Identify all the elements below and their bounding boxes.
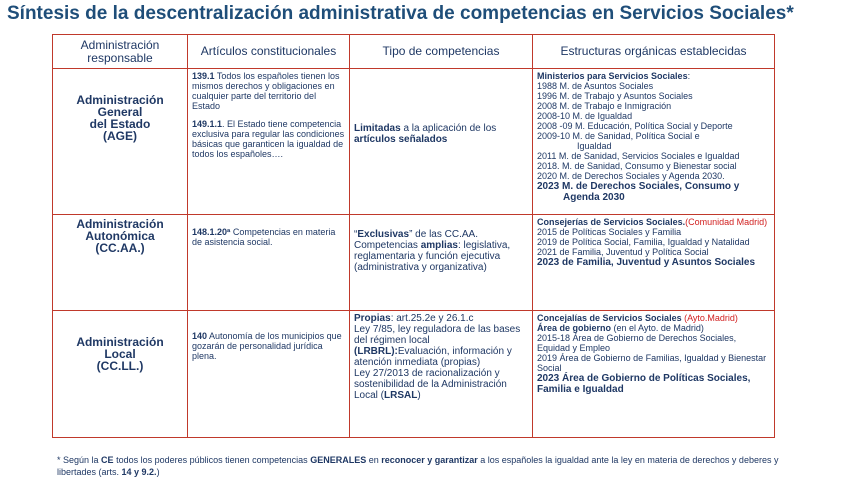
row-ccll xyxy=(53,311,775,438)
page-title: Síntesis de la descentralización administrativa de competencias en Servicios Sociales* xyxy=(7,3,794,24)
row-age xyxy=(53,69,775,215)
tipo-text: ” de las CC.AA. xyxy=(409,229,478,240)
estructura-title: Ministerios para Servicios Sociales xyxy=(537,71,688,81)
list-item: 2019 de Política Social, Familia, Igualdad y Natalidad xyxy=(537,237,750,247)
tipo-bold: (LRBRL): xyxy=(354,346,398,357)
admin-line: (CC.LL.) xyxy=(96,359,144,373)
list-item: 2008-10 M. de Igualdad xyxy=(537,111,633,121)
tipo-bold: LRSAL xyxy=(384,390,418,401)
estructura-sub-bold: Área de gobierno xyxy=(537,323,612,333)
estructura-red-note: (Comunidad Madrid) xyxy=(685,217,768,227)
estructura-sub xyxy=(537,323,770,333)
article-text: Todos los españoles tienen los mismos derechos y obligaciones en cualquier parte del territorio del Estado xyxy=(192,71,340,111)
header-row xyxy=(53,35,775,69)
estructura-sub-text: (en el Ayto. de Madrid) xyxy=(611,323,704,333)
tipo-bold: amplias xyxy=(420,240,458,251)
admin-line: General xyxy=(97,105,143,119)
list-item: 2009-10 M. de Sanidad, Política Social e xyxy=(537,131,700,141)
estructura-colon: : xyxy=(687,71,691,81)
estructura-head xyxy=(537,71,770,81)
estructuras-cell-ccaa xyxy=(533,215,775,311)
tipo-bold: artículos señalados xyxy=(354,133,448,145)
header-tipo: Tipo de competencias xyxy=(350,35,533,69)
admin-line: Administración xyxy=(76,217,164,231)
footnote-bold: CE xyxy=(101,455,114,465)
estructura-highlight: 2023 Área de Gobierno de Políticas Sociales, Familia e Igualdad xyxy=(537,373,751,395)
footnote-bold: reconocer y garantizar xyxy=(381,455,478,465)
articles-cell-ccaa xyxy=(188,215,350,311)
footnote-bold: 14 y 9.2. xyxy=(121,467,157,477)
tipo-bold: Exclusivas xyxy=(357,229,410,240)
footnote-text: todos los poderes públicos tienen competencias xyxy=(113,455,311,465)
tipo-text: Competencias xyxy=(354,240,421,251)
tipo-bold: Limitadas xyxy=(354,122,401,134)
tipo-cell-age xyxy=(350,69,533,215)
admin-cell-ccll xyxy=(53,311,188,438)
admin-line: Local xyxy=(104,347,136,361)
list-item: Igualdad xyxy=(577,141,612,151)
estructura-highlight: 2023 M. de Derechos Sociales, Consumo y xyxy=(537,181,740,192)
tipo-text: Evaluación, información y atención inmediata (propias) xyxy=(354,346,512,368)
estructura-head xyxy=(537,217,770,227)
article-139 xyxy=(192,71,345,111)
footnote-text: en xyxy=(366,455,382,465)
footnote-text: * Según la xyxy=(57,455,102,465)
footnote-text: a los españoles la igualdad ante la ley en materia de derechos y deberes y libertades (arts. xyxy=(57,455,779,477)
list-item: 1988 M. de Asuntos Sociales xyxy=(537,81,654,91)
list-item: 2015 de Políticas Sociales y Familia xyxy=(537,227,682,237)
footnote-text: ) xyxy=(156,467,160,477)
tipo-text: “ xyxy=(354,229,358,240)
list-item: 2020 M. de Derechos Sociales y Agenda 2030. xyxy=(537,171,725,181)
list-item: 2019 Área de Gobierno de Familias, Igualdad y Bienestar Social xyxy=(537,353,767,373)
header-admin: Administración responsable xyxy=(53,35,188,69)
admin-line: Autonómica xyxy=(85,229,155,243)
estructura-highlight: 2023 de Familia, Juventud y Asuntos Sociales xyxy=(537,257,756,268)
article-number: 140 xyxy=(192,331,208,341)
tipo-cell-ccaa xyxy=(350,215,533,311)
list-item: 2008 M. de Trabajo e Inmigración xyxy=(537,101,672,111)
header-estructuras: Estructuras orgánicas establecidas xyxy=(533,35,775,69)
articles-cell-age xyxy=(188,69,350,215)
admin-line: (AGE) xyxy=(103,129,137,143)
tipo-text: a la aplicación de los xyxy=(400,122,497,134)
tipo-text: : legislativa, reglamentaria y función ejecutiva (administrativa y organizativa) xyxy=(354,240,511,273)
footnote-bold: GENERALES xyxy=(310,455,367,465)
list-item: 2015-18 Área de Gobierno de Derechos Sociales, Equidad y Empleo xyxy=(537,333,737,353)
article-number: 148.1.20ª xyxy=(192,227,231,237)
article-number: 139.1 xyxy=(192,71,215,81)
estructura-head xyxy=(537,313,770,323)
row-ccaa xyxy=(53,215,775,311)
admin-line: Administración xyxy=(76,93,164,107)
header-articulos: Artículos constitucionales xyxy=(188,35,350,69)
list-item: 2008 -09 M. Educación, Política Social y Deporte xyxy=(537,121,733,131)
admin-line: Administración xyxy=(76,335,164,349)
tipo-text: : art.25.2e y 26.1.c xyxy=(390,313,474,324)
estructuras-cell-age xyxy=(533,69,775,215)
list-item: 1996 M. de Trabajo y Asuntos Sociales xyxy=(537,91,693,101)
footnote xyxy=(57,454,787,478)
article-text: Autonomía de los municipios que gozarán de personalidad jurídica plena. xyxy=(192,331,342,361)
competencias-table xyxy=(52,34,775,438)
admin-cell-age xyxy=(53,69,188,215)
estructuras-cell-ccll xyxy=(533,311,775,438)
estructura-title: Consejerías de Servicios Sociales. xyxy=(537,217,686,227)
admin-line: (CC.AA.) xyxy=(95,241,145,255)
article-number: 149.1.1 xyxy=(192,119,223,129)
tipo-bold: Propias xyxy=(354,313,391,324)
tipo-text: ) xyxy=(417,390,421,401)
article-text: Competencias en materia de asistencia social. xyxy=(192,227,336,247)
list-item: 2011 M. de Sanidad, Servicios Sociales e Igualdad xyxy=(537,151,740,161)
list-item: 2018. M. de Sanidad, Consumo y Bienestar social xyxy=(537,161,737,171)
tipo-text: Ley 27/2013 de racionalización y sostenibilidad de la Administración Local ( xyxy=(354,368,507,401)
tipo-text: Ley 7/85, ley reguladora de las bases del régimen local xyxy=(354,324,521,346)
estructura-red-note: (Ayto.Madrid) xyxy=(684,313,738,323)
tipo-cell-ccll xyxy=(350,311,533,438)
estructura-highlight: Agenda 2030 xyxy=(563,192,625,203)
list-item: 2021 de Familia, Juventud y Política Social xyxy=(537,247,709,257)
articles-cell-ccll xyxy=(188,311,350,438)
article-149 xyxy=(192,119,345,159)
estructura-title: Concejalías de Servicios Sociales xyxy=(537,313,685,323)
article-text: . El Estado tiene competencia exclusiva para regular las condiciones básicas que garanticen la igualdad de todos los españoles…. xyxy=(192,119,345,159)
admin-line: del Estado xyxy=(89,117,151,131)
admin-cell-ccaa xyxy=(53,215,188,311)
